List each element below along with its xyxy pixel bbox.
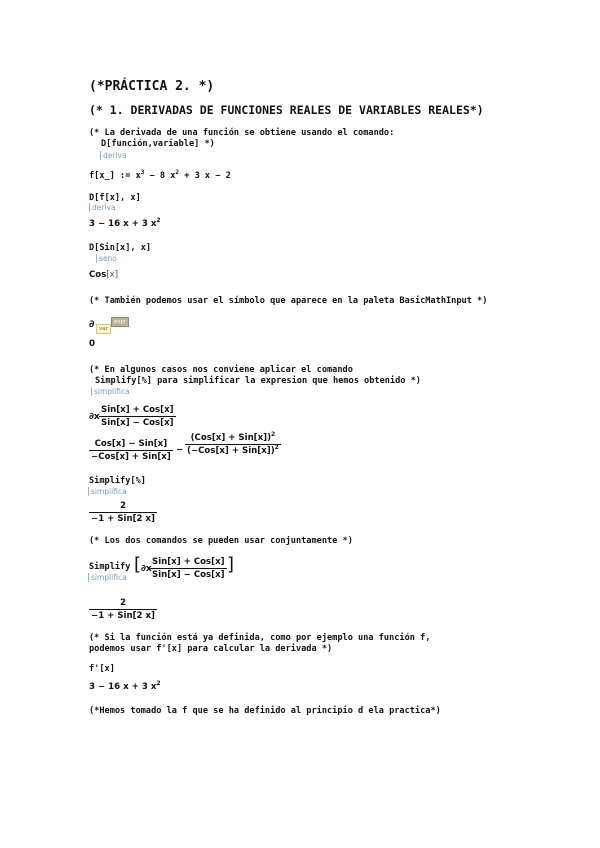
fraction-denominator — [185, 445, 281, 456]
fraction-numerator: Sin[x] + Cos[x] — [101, 405, 174, 415]
autocomplete-hint[interactable]: simplifica — [91, 573, 127, 582]
partial-symbol: ∂ — [89, 319, 95, 330]
output-fraction-1 — [89, 439, 173, 462]
exponent: 2 — [156, 217, 161, 225]
denominator-text: (−Cos[x] + Sin[x]) — [187, 446, 275, 456]
output-fraction-2 — [185, 433, 281, 456]
input-derivative-sin[interactable]: D[Sin[x], x] — [89, 243, 152, 253]
comment-line: (* Los dos comandos se pueden usar conjuntamente *) — [89, 536, 353, 546]
exponent: 2 — [175, 169, 180, 177]
comment-line: Simplify[%] para simplificar la expresion que hemos obtenido *) — [95, 376, 421, 386]
comment-line: (* También podemos usar el símbolo que aparece en la paleta BasicMathInput *) — [89, 296, 488, 306]
input-text: − 8 x — [144, 171, 176, 181]
input-text: f[x_] := x — [89, 171, 141, 181]
autocomplete-hint[interactable]: deriva — [103, 151, 127, 160]
output-text: [x] — [106, 270, 119, 280]
exponent: 2 — [156, 680, 161, 688]
partial-x-symbol: ∂x — [89, 412, 100, 422]
autocomplete-hint[interactable]: simplifica — [94, 387, 130, 396]
output-text: 3 − 16 x + 3 x — [89, 682, 157, 692]
page-title: (*PRÁCTICA 2. *) — [89, 79, 215, 94]
output-zero: 0 — [89, 339, 95, 349]
exponent: 2 — [274, 444, 279, 452]
comment-line: (*Hemos tomado la f que se ha definido al principio d ela practica*) — [89, 706, 441, 716]
comment-line: podemos usar f'[x] para calcular la derivada *) — [89, 644, 333, 654]
simplify-word[interactable]: Simplify — [89, 562, 131, 572]
fraction-numerator: 2 — [89, 598, 157, 610]
output-simplified — [89, 501, 157, 524]
comment-line: (* Si la función está ya definida, como por ejemplo una función f, — [89, 633, 431, 643]
input-fprime[interactable]: f'[x] — [89, 664, 115, 674]
autocomplete-hint[interactable]: simplifica — [91, 487, 127, 496]
open-bracket: [ — [134, 554, 142, 575]
fraction-denominator: Sin[x] − Cos[x] — [101, 418, 174, 428]
autocomplete-hint[interactable]: deriva — [92, 203, 116, 212]
input-fraction[interactable] — [99, 405, 176, 428]
numerator-text: (Cos[x] + Sin[x]) — [190, 433, 272, 443]
section-heading: (* 1. DERIVADAS DE FUNCIONES REALES DE VARIABLES REALES*) — [89, 103, 484, 117]
autocomplete-hint[interactable]: seno — [99, 254, 117, 263]
comment-line: (* En algunos casos nos conviene aplicar el comando — [89, 365, 353, 375]
output-derivative-f — [89, 217, 161, 229]
fraction-denominator: −Cos[x] + Sin[x] — [91, 452, 171, 462]
input-text: + 3 x − 2 — [179, 171, 231, 181]
palette-var-placeholder[interactable]: var — [96, 324, 111, 334]
fraction-numerator: Cos[x] − Sin[x] — [89, 439, 173, 451]
input-define-f[interactable] — [89, 169, 231, 181]
fraction-denominator: Sin[x] − Cos[x] — [152, 570, 225, 580]
fraction-numerator: Sin[x] + Cos[x] — [152, 557, 225, 567]
partial-x-symbol: ∂x — [141, 564, 152, 574]
input-derivative-f[interactable]: D[f[x], x] — [89, 193, 141, 203]
input-fraction[interactable] — [150, 557, 227, 580]
output-simplified — [89, 598, 157, 621]
output-text: Cos — [89, 270, 107, 280]
exponent: 2 — [271, 431, 276, 439]
input-simplify[interactable]: Simplify[%] — [89, 476, 146, 486]
fraction-denominator: −1 + Sin[2 x] — [91, 514, 155, 524]
comment-line: D[función,variable] *) — [101, 139, 215, 149]
minus-sign: − — [176, 445, 184, 455]
fraction-numerator — [185, 433, 281, 445]
fraction-denominator: −1 + Sin[2 x] — [91, 611, 155, 621]
output-cos — [89, 271, 118, 280]
comment-line: (* La derivada de una función se obtiene usando el comando: — [89, 128, 395, 138]
fraction-numerator: 2 — [89, 501, 157, 513]
output-text: 3 − 16 x + 3 x — [89, 219, 157, 229]
exponent: 3 — [140, 169, 145, 177]
close-bracket: ] — [227, 554, 235, 575]
output-fprime — [89, 680, 161, 692]
palette-expr-placeholder[interactable]: expr — [111, 317, 129, 327]
